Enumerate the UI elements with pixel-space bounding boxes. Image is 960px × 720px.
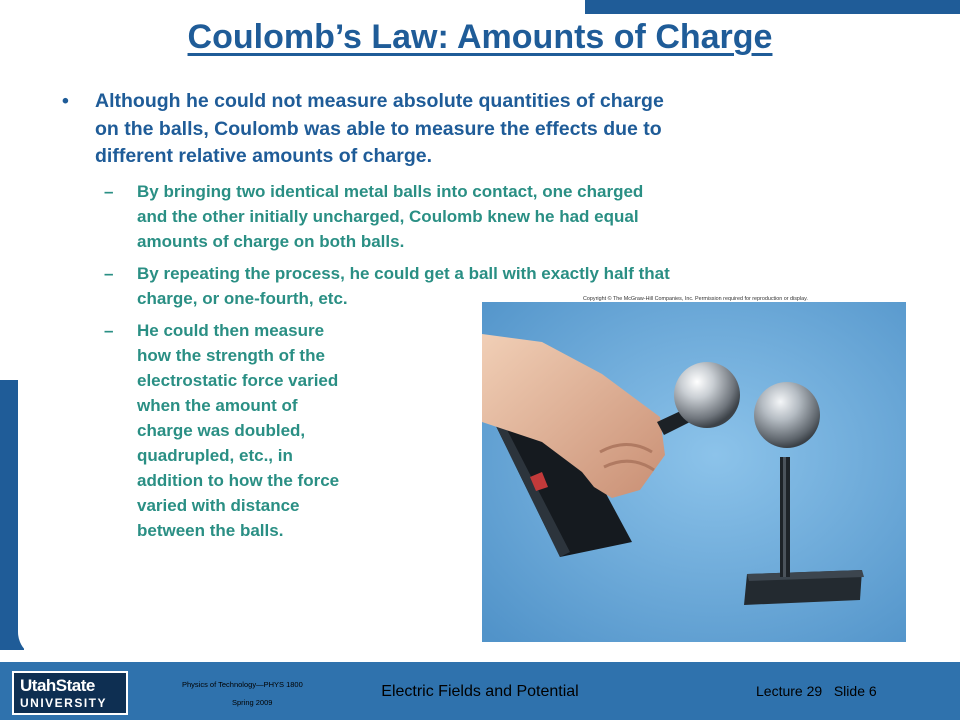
logo-subtitle: UNIVERSITY — [20, 696, 108, 710]
text-line: amounts of charge on both balls. — [137, 232, 405, 251]
sub-bullet-text — [137, 318, 407, 543]
text-line: By repeating the process, he could get a ball with exactly half that — [137, 264, 670, 283]
logo-wordmark: UtahState — [20, 676, 95, 695]
bullet-dot: • — [62, 90, 69, 112]
text-line: between the balls. — [137, 521, 284, 540]
apparatus-illustration — [482, 302, 906, 642]
top-accent-bar — [585, 0, 960, 14]
text-line: different relative amounts of charge. — [95, 145, 432, 167]
course-term: Spring 2009 — [232, 698, 273, 707]
text-line: quadrupled, etc., in — [137, 446, 293, 465]
coulomb-apparatus-photo — [482, 302, 906, 642]
text-line: on the balls, Coulomb was able to measure the effects due to — [95, 117, 662, 140]
lecture-label: Lecture — [756, 683, 803, 699]
main-bullet-text — [95, 88, 815, 171]
text-line: how the strength of the — [137, 346, 325, 365]
lecture-topic: Electric Fields and Potential — [381, 683, 579, 700]
text-line: By bringing two identical metal balls into contact, one charged — [137, 182, 644, 201]
text-line: and the other initially uncharged, Coulomb knew he had equal — [137, 207, 639, 226]
text-line: electrostatic force varied — [137, 371, 339, 390]
text-line: when the amount of — [137, 396, 298, 415]
text-line: He could then measure — [137, 321, 325, 340]
sub-bullet-dash: – — [104, 264, 114, 283]
text-line: charge, or one-fourth, etc. — [137, 289, 348, 308]
text-line: charge was doubled, — [137, 421, 306, 440]
sub-bullet-text — [137, 179, 827, 254]
slide-number: 6 — [868, 683, 877, 699]
lecture-number: 29 — [806, 683, 823, 699]
text-line: Although he could not measure absolute quantities of charge — [95, 90, 664, 112]
text-line: varied with distance — [137, 496, 300, 515]
course-name: Physics of Technology—PHYS 1800 — [182, 680, 303, 689]
lecture-slide-info — [756, 683, 877, 699]
slide-label: Slide — [833, 683, 865, 699]
sub-bullet-dash: – — [104, 182, 114, 201]
copyright-notice: Copyright © The McGraw-Hill Companies, Inc. Permission required for reproduction or display. — [583, 296, 808, 302]
text-line: addition to how the force — [137, 471, 340, 490]
slide-title: Coulomb’s Law: Amounts of Charge — [187, 18, 773, 56]
sub-bullet-dash: – — [104, 321, 114, 340]
